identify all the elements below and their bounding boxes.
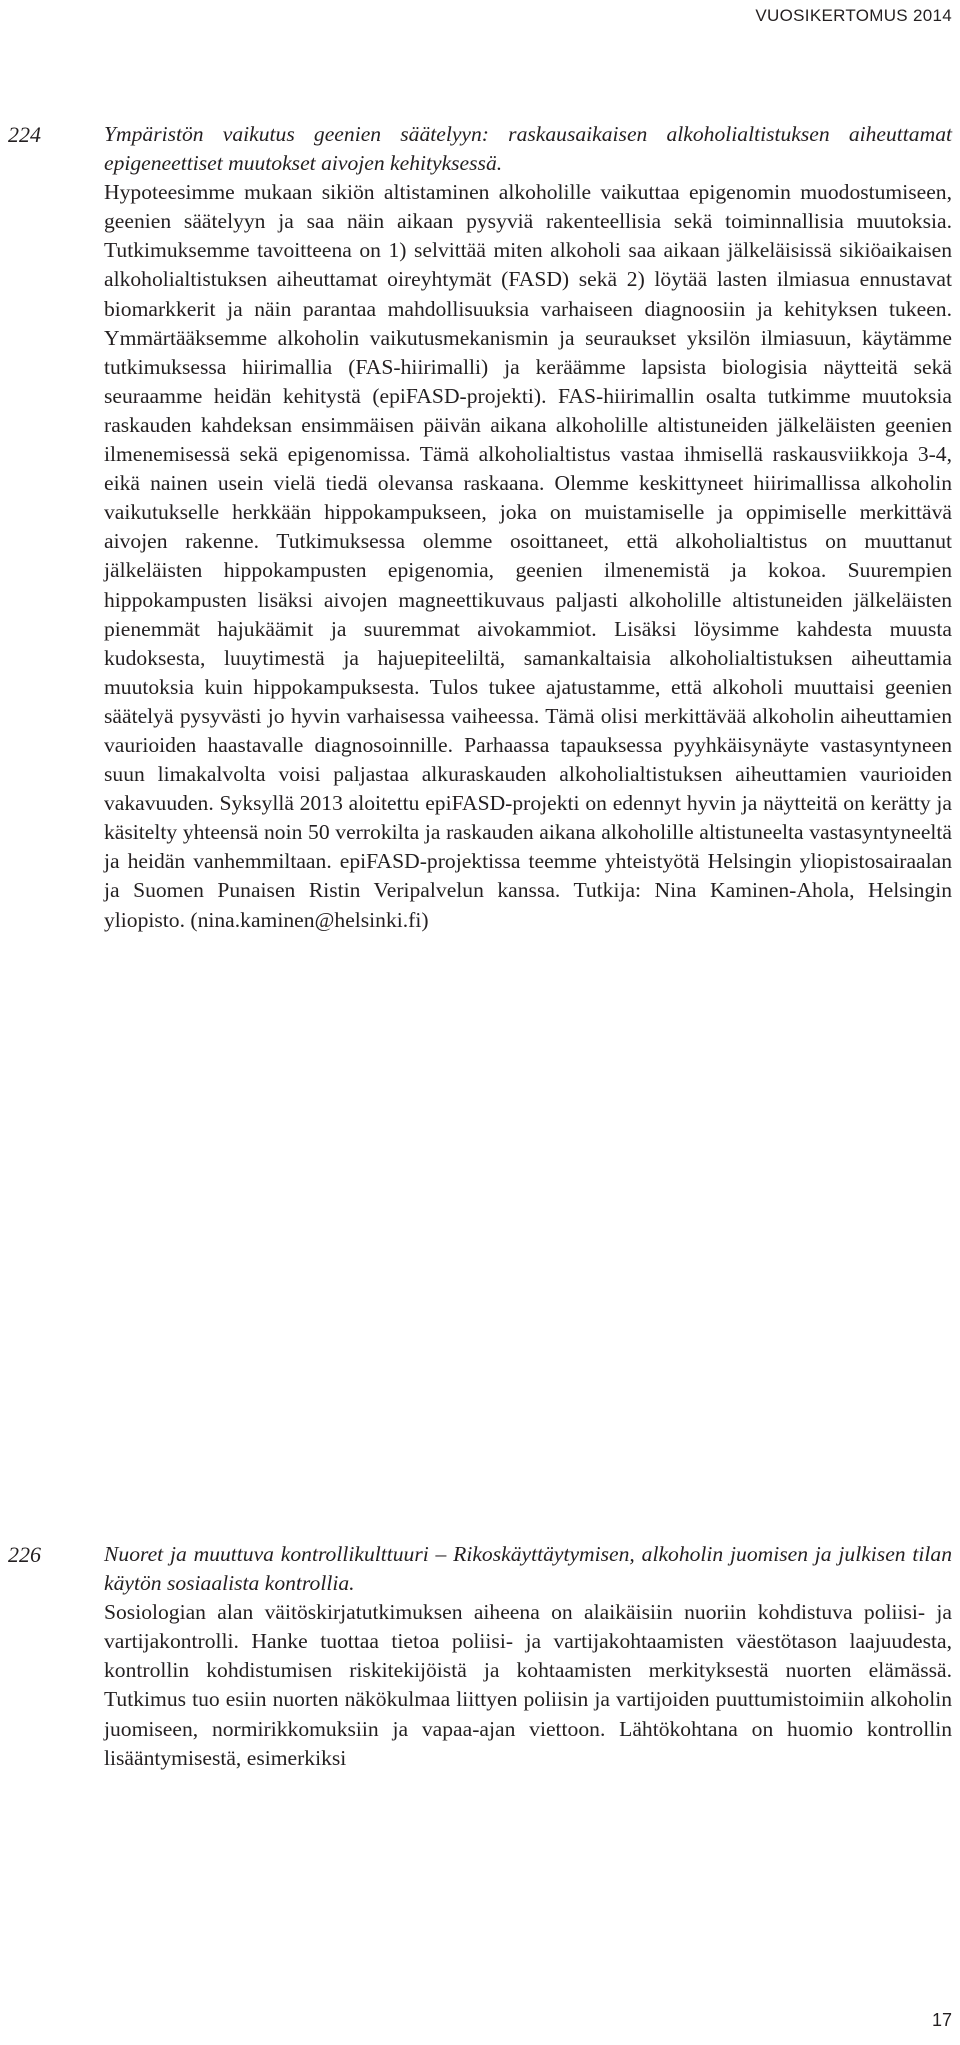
entry-number: 224 — [8, 122, 41, 147]
entry-body — [104, 1540, 952, 1773]
entry-text: Hypoteesimme mukaan sikiön altistaminen alkoholille vaikuttaa epigenomin muodostumiseen, geenien säätelyyn ja saa näin aikaan pysyviä rakenteellisia sekä toiminnallisia muutoksia. Tutkimuksemme tavoitteena on 1) selvittää miten alkoholi saa aikaan jälkeläisissä sikiöaikaisen alkoholialtistuksen aiheuttamat oireyhtymät (FASD) sekä 2) löytää lasten ilmiasua ennustavat biomarkkerit ja näin parantaa mahdollisuuksia varhaiseen diagnoosiin ja kehityksen tukeen. Ymmärtääksemme alkoholin vaikutusmekanismin ja seuraukset yksilön ilmiasuun, käytämme tutkimuksessa hiirimallia (FAS-hiirimalli) ja keräämme lapsista biologisia näytteitä sekä seuraamme heidän kehitystä (epiFASD-projekti). FAS-hiirimallin osalta tutkimme muutoksia raskauden kahdeksan ensimmäisen päivän aikana alkoholille altistuneiden jälkeläisten geenien ilmenemisessä sekä epigenomissa. Tämä alkoholialtistus vastaa ihmisellä raskausviikkoja 3-4, eikä nainen usein vielä tiedä olevansa raskaana. Olemme keskittyneet hiirimallissa alkoholin vaikutukselle herkkään hippokampukseen, joka on muistamiselle ja oppimiselle merkittävä aivojen rakenne. Tutkimuksessa olemme osoittaneet, että alkoholialtistus on muuttanut jälkeläisten hippokampusten epigenomia, geenien ilmenemistä ja kokoa. Suurempien hippokampusten lisäksi aivojen magneettikuvaus paljasti alkoholille altistuneiden jälkeläisten pienemmät hajukäämit ja suuremmat aivokammiot. Lisäksi löysimme kahdesta muusta kudoksesta, luuytimestä ja hajuepiteeliltä, samankaltaisia alkoholialtistuksen aiheuttamia muutoksia kuin hippokampuksesta. Tulos tukee ajatustamme, että alkoholi muuttaisi geenien säätelyä pysyvästi jo hyvin varhaisessa vaiheessa. Tämä olisi merkittävää alkoholin aiheuttamien vaurioiden haastavalle diagnosoinnille. Parhaassa tapauksessa pyyhkäisynäyte vastasyntyneen suun limakalvolta voisi paljastaa alkuraskauden alkoholialtistuksen aiheuttamien vaurioiden vakavuuden. Syksyllä 2013 aloitettu epiFASD-projekti on edennyt hyvin ja näytteitä on kerätty ja käsitelty yhteensä noin 50 verrokilta ja raskauden aikana alkoholille altistuneelta vastasyntyneeltä ja heidän vanhemmiltaan. epiFASD-projektissa teemme yhteistyötä Helsingin yliopistosairaalan ja Suomen Punaisen Ristin Veripalvelun kanssa. Tutkija: Nina Kaminen-Ahola, Helsingin yliopisto. (nina.kaminen@helsinki.fi) — [104, 180, 952, 932]
entry-body — [104, 120, 952, 935]
running-header: VUOSIKERTOMUS 2014 — [755, 6, 952, 25]
entry-text: Sosiologian alan väitöskirjatutkimuksen aiheena on alaikäisiin nuoriin kohdistuva poliisi- ja vartijakontrolli. Hanke tuottaa tietoa poliisi- ja vartijakohtaamisten väestötason laajuudesta, kontrollin kohdistumisen riskitekijöistä ja kohtaamisten merkityksestä nuorten elämässä. Tutkimus tuo esiin nuorten näkökulmaa liittyen poliisin ja vartijoiden puuttumistoimiin alkoholin juomiseen, normirikkomuksiin ja vapaa-ajan viettoon. Lähtökohtana on huomio kontrollin lisääntymisestä, esimerkiksi — [104, 1600, 952, 1770]
entry-title: Ympäristön vaikutus geenien säätelyyn: raskausaikaisen alkoholialtistuksen aiheuttamat epigeneettiset muutokset aivojen kehityksessä. — [104, 122, 952, 176]
entry-number: 226 — [8, 1542, 41, 1567]
page-number: 17 — [931, 2010, 952, 2030]
entry-title: Nuoret ja muuttuva kontrollikulttuuri – Rikoskäyttäytymisen, alkoholin juomisen ja julkisen tilan käytön sosiaalista kontrollia. — [104, 1542, 952, 1596]
